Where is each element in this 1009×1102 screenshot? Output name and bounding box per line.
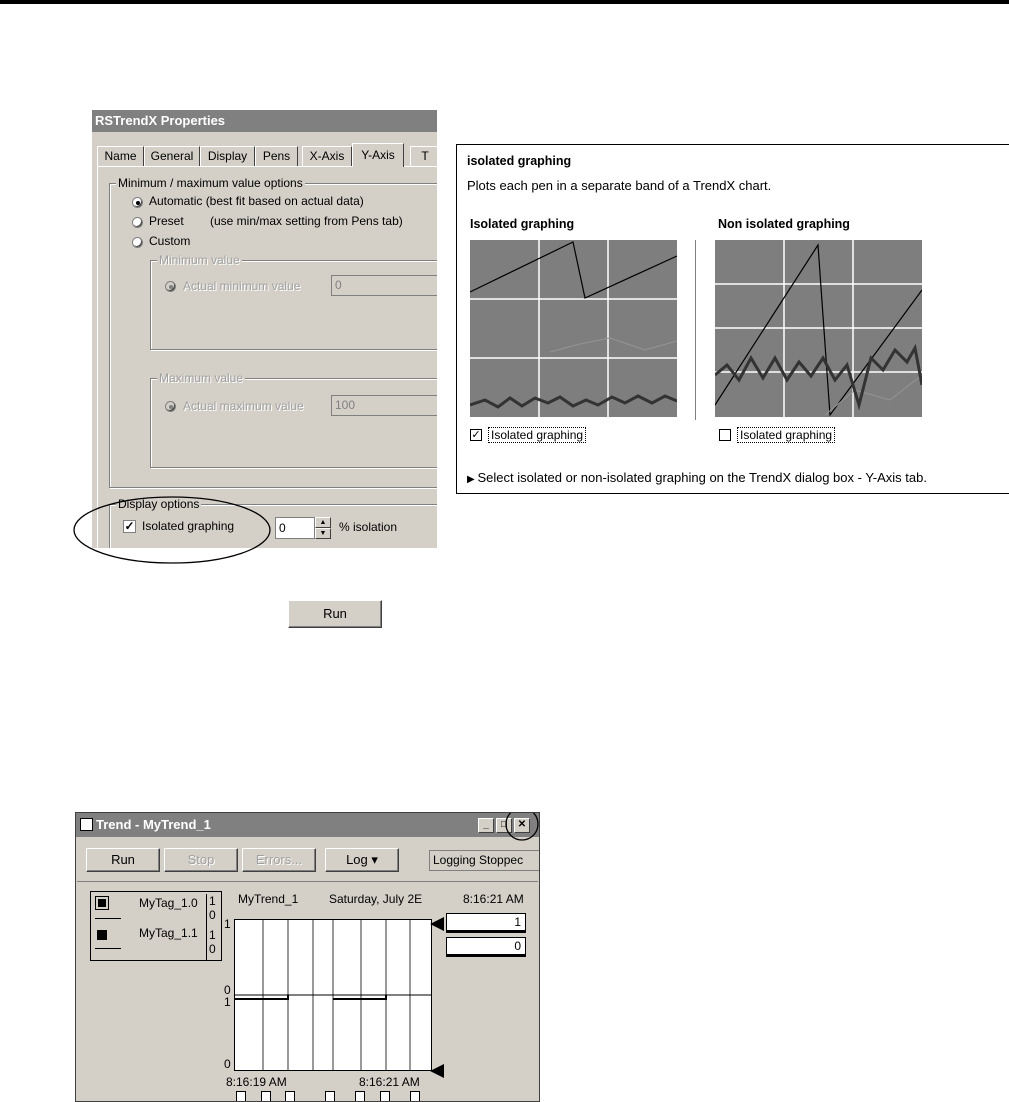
pen1-swatch[interactable] <box>95 896 109 910</box>
actual-max-label: Actual maximum value <box>183 399 304 413</box>
help-non-isolated-checkbox-label: Isolated graphing <box>737 427 835 443</box>
pen2-max: 1 <box>209 928 216 942</box>
minimize-icon[interactable]: _ <box>478 818 494 833</box>
isolated-graphing-checkbox[interactable]: ✓ <box>124 519 135 533</box>
minimum-value-group <box>150 253 437 350</box>
pen2-min: 0 <box>209 942 216 956</box>
scroll-stop-icon[interactable] <box>325 1091 335 1102</box>
x-label-left: 8:16:19 AM <box>226 1075 287 1089</box>
preset-radio[interactable] <box>132 217 143 228</box>
isolation-unit: % isolation <box>339 520 398 534</box>
help-footer-text: Select isolated or non-isolated graphing on the TrendX dialog box - Y-Axis tab. <box>477 470 927 485</box>
trend-log-button[interactable]: Log ▾ <box>325 848 399 872</box>
tab-pens[interactable]: Pens <box>255 146 298 166</box>
pen1-name[interactable]: MyTag_1.0 <box>139 896 198 910</box>
isolated-graphing-label: Isolated graphing <box>142 519 235 533</box>
dialog-title: RSTrendX Properties <box>92 110 437 132</box>
spin-up-icon[interactable]: ▲ <box>315 517 331 528</box>
scroll-first-icon[interactable] <box>236 1091 246 1102</box>
preset-label: Preset <box>149 214 184 228</box>
minmax-group-label: Minimum / maximum value options <box>118 176 303 190</box>
trend-app-icon <box>80 818 93 831</box>
tab-display[interactable]: Display <box>200 146 255 166</box>
trend-stop-button[interactable]: Stop <box>164 848 238 872</box>
display-options-label: Display options <box>118 497 200 511</box>
y-bottom-label-1: 0 <box>224 983 231 997</box>
pen-legend <box>90 891 222 961</box>
rstrendx-properties-dialog <box>92 110 437 548</box>
maximize-icon[interactable]: □ <box>496 818 512 833</box>
y-axis-tab-page <box>97 166 437 548</box>
legend-divider <box>206 894 207 960</box>
help-footer[interactable] <box>467 470 927 485</box>
scroll-forward-icon[interactable] <box>355 1091 365 1102</box>
top-rule <box>0 0 1009 4</box>
preset-note: (use min/max setting from Pens tab) <box>210 214 403 228</box>
scroll-back-icon[interactable] <box>285 1091 295 1102</box>
pen2-name[interactable]: MyTag_1.1 <box>139 926 198 940</box>
automatic-radio[interactable] <box>132 197 143 208</box>
pen1-marker-icon[interactable] <box>428 917 446 931</box>
maximum-value-label: Maximum value <box>159 371 244 385</box>
isolation-input[interactable]: 0 <box>275 517 315 539</box>
tab-general[interactable]: General <box>144 146 200 166</box>
max-value-field[interactable]: 100 <box>331 395 437 416</box>
actual-min-radio[interactable] <box>165 281 176 292</box>
pen2-line-sample <box>95 948 121 949</box>
isolated-graph <box>470 240 677 417</box>
tab-name[interactable]: Name <box>97 146 144 166</box>
help-title: isolated graphing <box>467 154 572 168</box>
non-isolated-graph-plot <box>715 240 922 417</box>
scroll-last-icon[interactable] <box>410 1091 420 1102</box>
pen2-current-value: 0 <box>446 937 526 957</box>
y-top-label-1: 1 <box>224 917 231 931</box>
help-separator <box>695 240 696 420</box>
close-highlight-circle <box>505 812 540 842</box>
close-icon[interactable]: ✕ <box>514 818 530 833</box>
help-panel <box>456 144 1009 494</box>
min-value-field[interactable]: 0 <box>331 275 437 296</box>
chart-date: Saturday, July 2E <box>329 892 423 906</box>
pen2-swatch[interactable] <box>97 930 107 940</box>
y-top-label-2: 1 <box>224 995 231 1009</box>
highlight-ellipse <box>70 495 280 567</box>
maximum-value-group <box>150 371 437 468</box>
trend-title-bar <box>76 813 539 837</box>
actual-max-radio[interactable] <box>165 401 176 412</box>
help-isolated-checkbox-label: Isolated graphing <box>488 427 586 443</box>
isolated-heading: Isolated graphing <box>470 217 575 231</box>
pen1-min: 0 <box>209 908 216 922</box>
scroll-page-forward-icon[interactable] <box>380 1091 390 1102</box>
pen1-max: 1 <box>209 894 216 908</box>
pen1-line-sample <box>95 918 121 919</box>
custom-label: Custom <box>149 234 191 248</box>
actual-min-label: Actual minimum value <box>183 279 301 293</box>
custom-radio[interactable] <box>132 237 143 248</box>
isolated-graph-plot <box>470 240 677 417</box>
help-isolated-checkbox: ✓ <box>471 429 481 441</box>
x-label-right: 8:16:21 AM <box>359 1075 420 1089</box>
tab-more[interactable]: T <box>410 146 437 166</box>
trend-run-button[interactable]: Run <box>86 848 160 872</box>
non-isolated-heading: Non isolated graphing <box>718 217 850 231</box>
tab-x-axis[interactable]: X-Axis <box>302 146 352 166</box>
trend-plot <box>234 919 432 1071</box>
tab-y-axis[interactable]: Y-Axis <box>352 143 404 167</box>
chart-time: 8:16:21 AM <box>463 892 524 906</box>
scroll-page-back-icon[interactable] <box>261 1091 271 1102</box>
spin-down-icon[interactable]: ▼ <box>315 528 331 539</box>
automatic-label: Automatic (best fit based on actual data) <box>149 194 364 208</box>
trend-window <box>75 812 540 1102</box>
help-non-isolated-checkbox <box>719 429 731 441</box>
logging-status: Logging Stoppec <box>429 850 540 871</box>
non-isolated-graph <box>715 240 922 417</box>
trend-title: Trend - MyTrend_1 <box>96 817 211 832</box>
minimum-value-label: Minimum value <box>159 253 240 267</box>
toolbar-divider <box>77 881 538 882</box>
minmax-group <box>109 176 437 488</box>
pen2-marker-icon[interactable] <box>428 1064 446 1078</box>
run-button[interactable]: Run <box>288 600 382 628</box>
y-bottom-label-2: 0 <box>224 1057 231 1071</box>
help-description: Plots each pen in a separate band of a TrendX chart. <box>467 178 772 193</box>
pen1-current-value: 1 <box>446 913 526 933</box>
play-arrow-icon: ▶ <box>467 474 478 485</box>
trend-errors-button[interactable]: Errors... <box>242 848 316 872</box>
chart-name: MyTrend_1 <box>238 892 299 906</box>
